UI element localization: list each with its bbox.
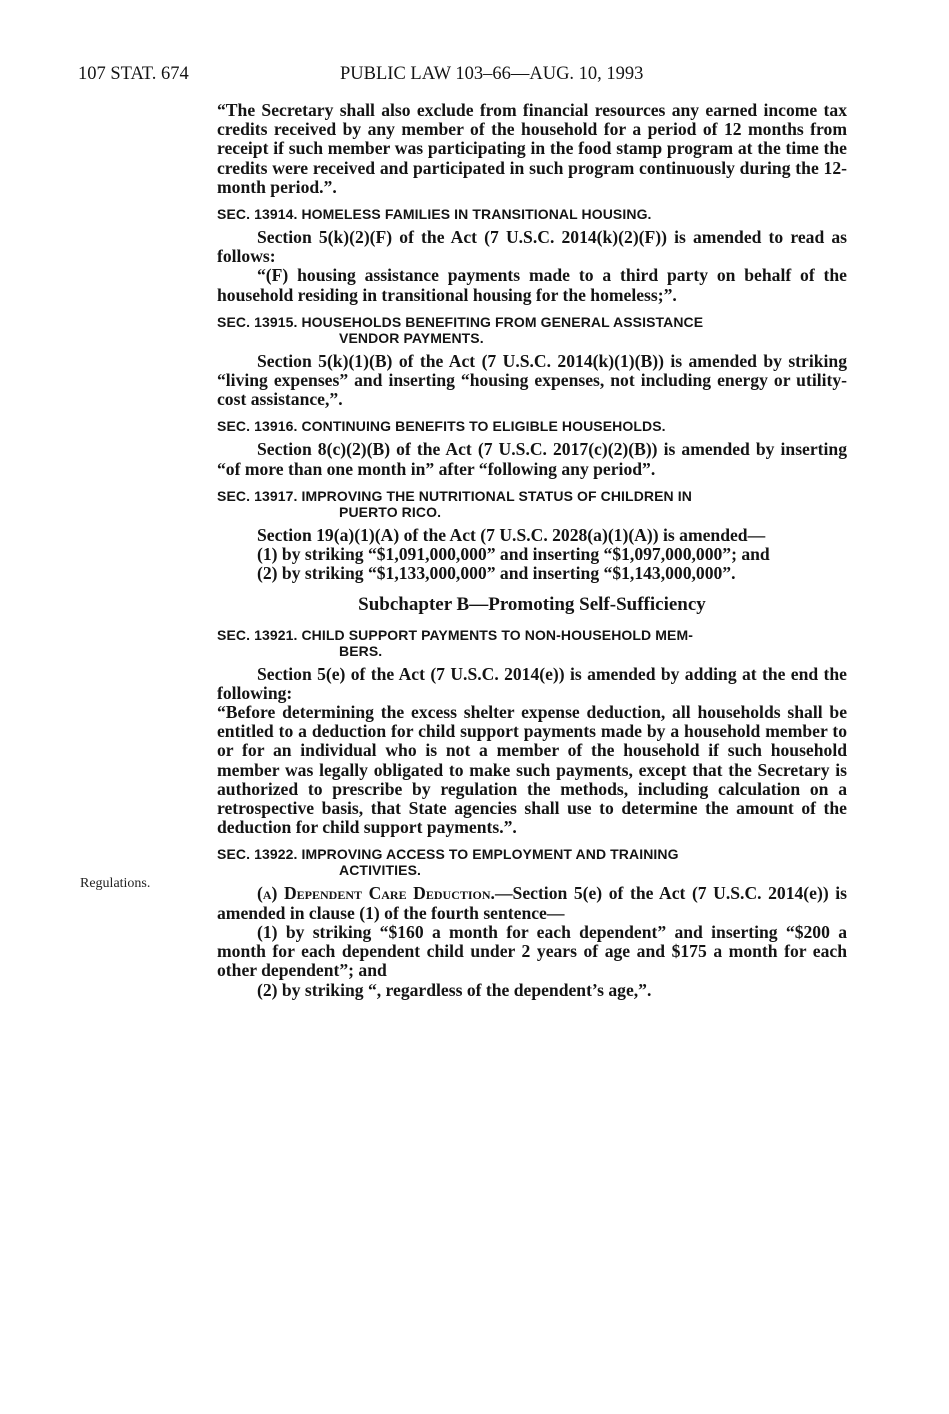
section-13922-item-2: (2) by striking “, regardless of the dependent’s age,”.: [257, 979, 652, 1000]
section-13915-heading: [217, 314, 847, 346]
section-title: SEC. 13917. IMPROVING THE NUTRITIONAL STATUS OF CHILDREN IN: [217, 487, 692, 504]
section-13917-item-2: (2) by striking “$1,133,000,000” and inserting “$1,143,000,000”.: [257, 563, 736, 584]
quote-continuation: “The Secretary shall also exclude from financial resources any earned income tax credits received by any member of the household for a period of 12 months from receipt if such member was participating in the food stamp program at the time the credits were received and participated in such program continuously during the 12-month period.”.: [217, 100, 847, 197]
section-13916-heading: [217, 418, 847, 434]
section-13917-item-1: (1) by striking “$1,091,000,000” and inserting “$1,097,000,000”; and: [257, 544, 770, 565]
section-title: SEC. 13922. IMPROVING ACCESS TO EMPLOYMENT AND TRAINING: [217, 846, 679, 863]
section-13921-quoted-text: “Before determining the excess shelter expense deduction, all households shall be entitled to a deduction for child support payments made by a household member to or for an individual who is not a member of the household if such household member was legally obligated to make such payments, except that the Secretary is authorized to prescribe by regulation the methods, including calculation on a retrospective basis, that State agencies shall use to determine the amount of the deduction for child support payments.”.: [217, 702, 847, 838]
section-title-continuation: VENDOR PAYMENTS.: [339, 329, 484, 346]
section-13914-quoted-text: “(F) housing assistance payments made to a third party on behalf of the household residing in transitional housing for the homeless;”.: [217, 265, 847, 305]
margin-note-regulations: Regulations.: [80, 876, 151, 891]
section-13915-paragraph: Section 5(k)(1)(B) of the Act (7 U.S.C. 2014(k)(1)(B)) is amended by striking “living expenses” and inserting “housing expenses, not including energy or utility-cost assistance,”.: [217, 350, 847, 410]
subsection-a-text: —Section 5(e) of the Act (7 U.S.C. 2014(e)) is amended in clause (1) of the fourth sentence—: [217, 883, 847, 923]
section-13922-item-1: (1) by striking “$160 a month for each dependent” and inserting “$200 a month for each dependent child under 2 years of age and $175 a month for each other dependent”; and: [217, 921, 847, 981]
section-13914-paragraph: Section 5(k)(2)(F) of the Act (7 U.S.C. 2014(k)(2)(F)) is amended to read as follows:: [217, 227, 847, 267]
document-body: [217, 101, 847, 1000]
section-13917-heading: [217, 488, 847, 520]
section-title: SEC. 13921. CHILD SUPPORT PAYMENTS TO NON-HOUSEHOLD MEM-: [217, 626, 693, 643]
section-title: SEC. 13914. HOMELESS FAMILIES IN TRANSITIONAL HOUSING.: [217, 206, 652, 223]
section-13914-heading: [217, 206, 847, 222]
section-title: SEC. 13916. CONTINUING BENEFITS TO ELIGIBLE HOUSEHOLDS.: [217, 418, 666, 435]
subchapter-heading: Subchapter B—Promoting Self-Sufficiency: [358, 594, 706, 616]
section-13917-paragraph: Section 19(a)(1)(A) of the Act (7 U.S.C. 2028(a)(1)(A)) is amended—: [257, 524, 766, 545]
section-title: SEC. 13915. HOUSEHOLDS BENEFITING FROM GENERAL ASSISTANCE: [217, 313, 704, 330]
public-law-running-head: PUBLIC LAW 103–66—AUG. 10, 1993: [340, 64, 644, 84]
section-title-continuation: BERS.: [339, 642, 383, 659]
section-13922-heading: [217, 846, 847, 878]
section-13921-heading: [217, 627, 847, 659]
subsection-a-heading: (a) Dependent Care Deduction.: [257, 883, 495, 904]
statute-page-number: 107 STAT. 674: [78, 64, 189, 84]
section-13921-paragraph: Section 5(e) of the Act (7 U.S.C. 2014(e)) is amended by adding at the end the following:: [217, 663, 847, 703]
section-title-continuation: PUERTO RICO.: [339, 503, 442, 520]
section-13916-paragraph: Section 8(c)(2)(B) of the Act (7 U.S.C. 2017(c)(2)(B)) is amended by inserting “of more than one month in” after “following any period”.: [217, 439, 847, 479]
section-13922-subsection-a: [217, 884, 847, 922]
section-title-continuation: ACTIVITIES.: [339, 862, 421, 879]
page-header: [78, 64, 868, 90]
